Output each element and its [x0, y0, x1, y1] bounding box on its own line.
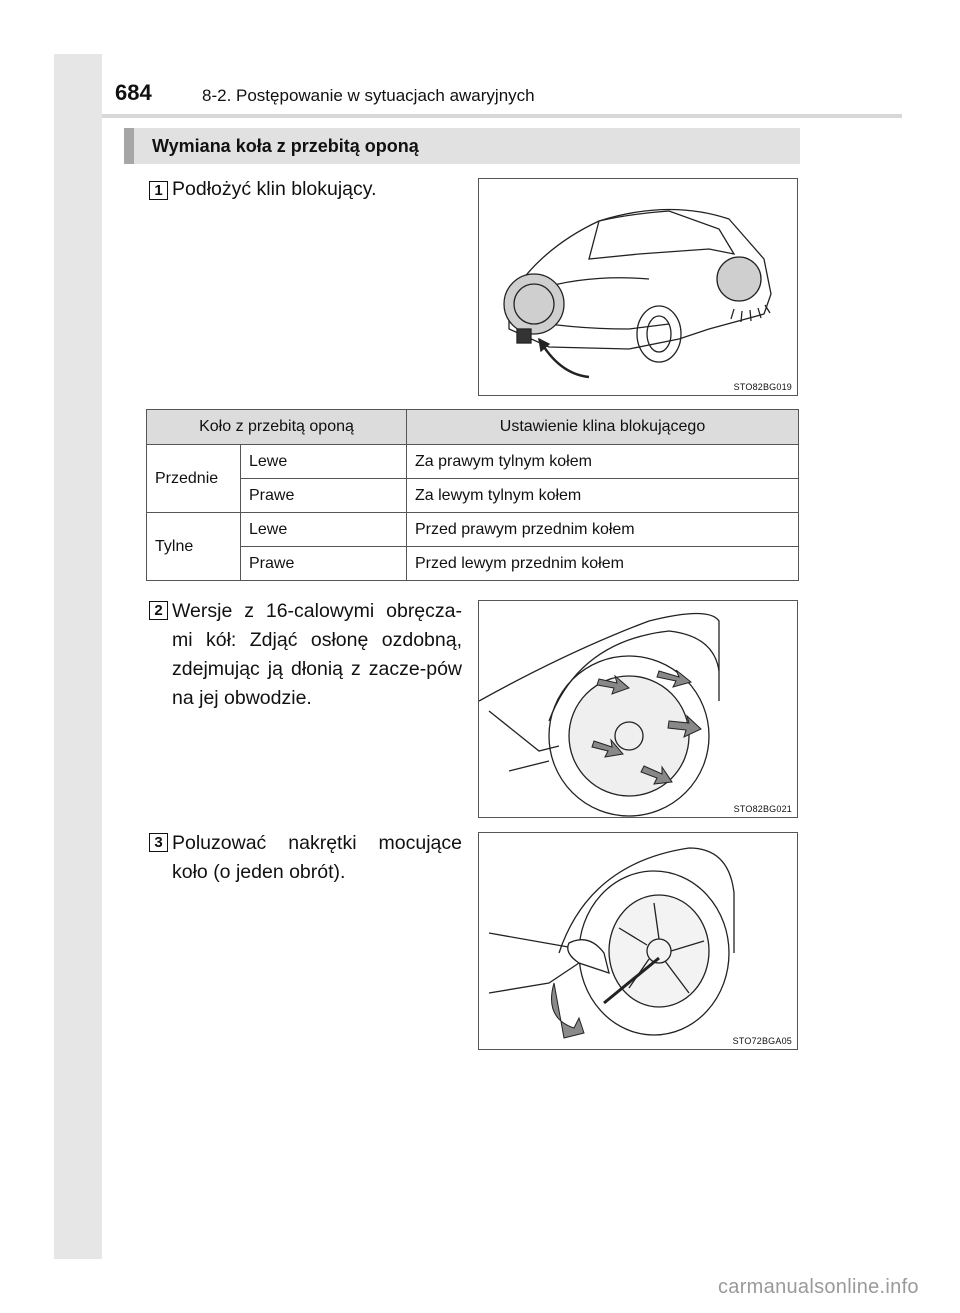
table-cell: Za lewym tylnym kołem	[407, 479, 799, 513]
table-cell: Przednie	[147, 445, 241, 513]
table-cell: Prawe	[241, 547, 407, 581]
table-row	[147, 547, 799, 581]
wheel-chock-table	[146, 409, 799, 581]
table-cell: Lewe	[241, 513, 407, 547]
table-row	[147, 479, 799, 513]
figure-code: STO72BGA05	[732, 1036, 792, 1046]
car-illustration	[479, 179, 798, 396]
figure-wheel-chock	[478, 178, 798, 396]
table-row	[147, 513, 799, 547]
step-number-2: 2	[149, 601, 168, 620]
table-cell: Lewe	[241, 445, 407, 479]
figure-code: STO82BG021	[733, 804, 792, 814]
page-number: 684	[115, 80, 152, 105]
table-header-row	[147, 410, 799, 445]
figure-wheel-cover	[478, 600, 798, 818]
figure-code: STO82BG019	[733, 382, 792, 392]
step-number-1: 1	[149, 181, 168, 200]
page-side-tab	[54, 54, 102, 1259]
table-cell: Za prawym tylnym kołem	[407, 445, 799, 479]
section-title: Wymiana koła z przebitą oponą	[152, 136, 419, 156]
figure-loosen-nuts	[478, 832, 798, 1050]
table-cell: Przed lewym przednim kołem	[407, 547, 799, 581]
watermark: carmanualsonline.info	[718, 1276, 919, 1298]
column-header: Ustawienie klina blokującego	[407, 410, 799, 445]
table-row	[147, 445, 799, 479]
header-divider	[102, 114, 902, 118]
table-cell: Przed prawym przednim kołem	[407, 513, 799, 547]
chapter-title: 8-2. Postępowanie w sytuacjach awaryjnych	[202, 86, 535, 105]
step-number-3: 3	[149, 833, 168, 852]
column-header: Koło z przebitą oponą	[147, 410, 407, 445]
step-2-text: Wersje z 16-calowymi obręcza-mi kół: Zdjąć osłonę ozdobną, zdejmując ją dłonią z zacze-pów na jej obwodzie.	[172, 600, 462, 709]
step-3-text: Poluzować nakrętki mocujące koło (o jeden obrót).	[172, 832, 462, 883]
step-1-text: Podłożyć klin blokujący.	[172, 178, 377, 200]
wheel-cover-illustration	[479, 601, 798, 818]
table-cell: Prawe	[241, 479, 407, 513]
wrench-illustration	[479, 833, 798, 1050]
table-cell: Tylne	[147, 513, 241, 581]
section-header	[124, 128, 800, 164]
